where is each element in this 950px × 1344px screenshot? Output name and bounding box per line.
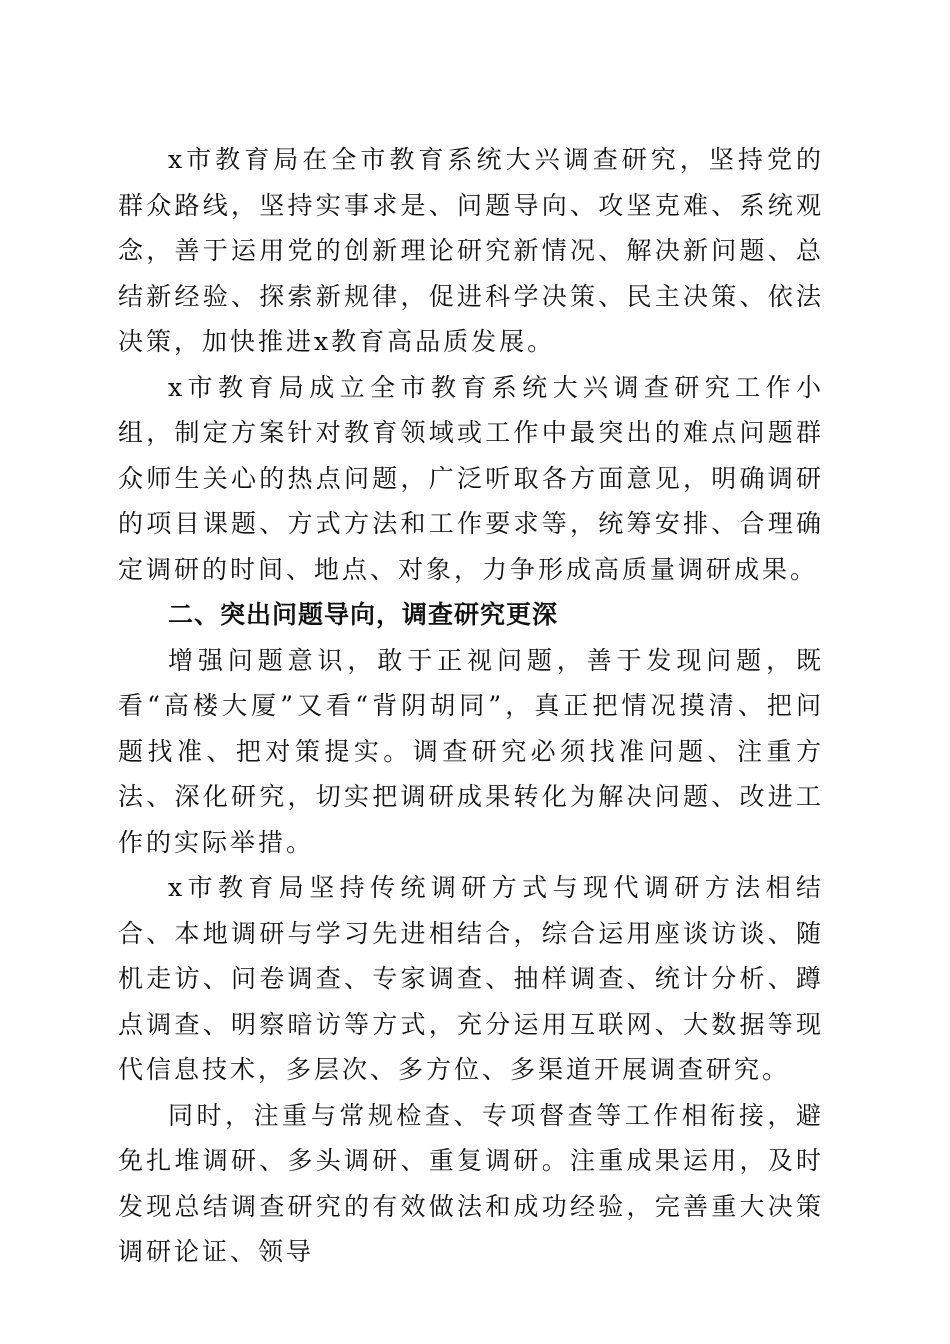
paragraph-5: 同时，注重与常规检查、专项督查等工作相衔接，避免扎堆调研、多头调研、重复调研。注重成果运用，及时发现总结调查研究的有效做法和成功经验，完善重大决策调研论证、领导 (118, 1100, 824, 1266)
paragraph-2: x市教育局成立全市教育系统大兴调查研究工作小组，制定方案针对教育领域或工作中最突出的难点问题群众师生关心的热点问题，广泛听取各方面意见，明确调研的项目课题、方式方法和工作要求等，统筹安排、合理确定调研的时间、地点、对象，力争形成高质量调研成果。 (118, 372, 824, 584)
paragraph-4: x市教育局坚持传统调研方式与现代调研方法相结合、本地调研与学习先进相结合，综合运用座谈访谈、随机走访、问卷调查、专家调查、抽样调查、统计分析、蹲点调查、明察暗访等方式，充分运用互联网、大数据等现代信息技术，多层次、多方位、多渠道开展调查研究。 (118, 873, 824, 1084)
document-body (118, 137, 824, 1275)
paragraph-1: x市教育局在全市教育系统大兴调查研究，坚持党的群众路线，坚持实事求是、问题导向、攻坚克难、系统观念，善于运用党的创新理论研究新情况、解决新问题、总结新经验、探索新规律，促进科学决策、民主决策、依法决策，加快推进x教育高品质发展。 (118, 145, 824, 356)
paragraph-3: 增强问题意识，敢于正视问题，善于发现问题，既看“高楼大厦”又看“背阴胡同”，真正把情况摸清、把问题找准、把对策提实。调查研究必须找准问题、注重方法、深化研究，切实把调研成果转化为解决问题、改进工作的实际举措。 (118, 645, 824, 857)
section-heading: 二、突出问题导向，调查研究更深 (168, 600, 559, 629)
